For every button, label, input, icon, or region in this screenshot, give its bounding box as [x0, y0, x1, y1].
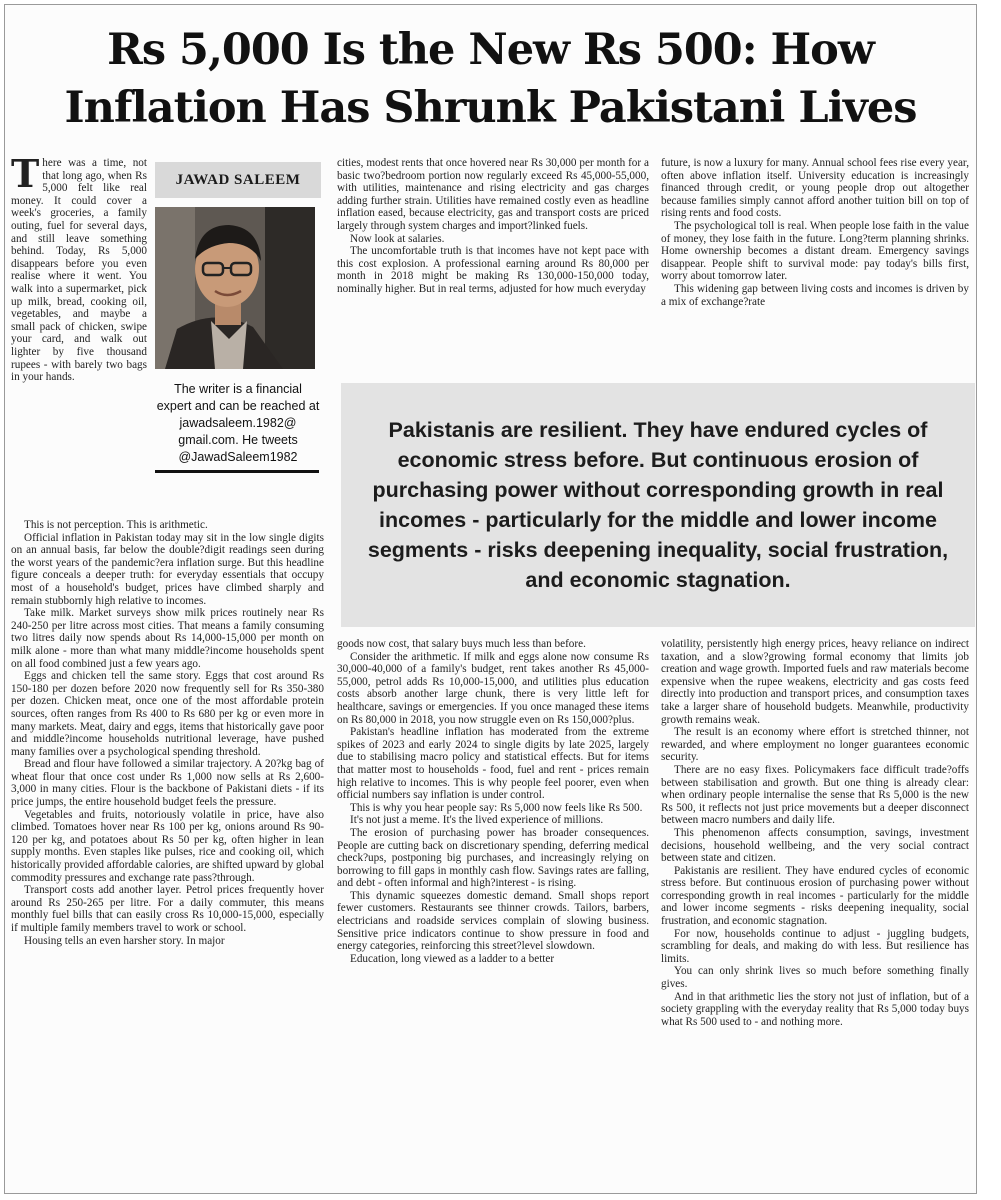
paragraph: It's not just a meme. It's the lived experience of millions. — [350, 814, 604, 827]
pull-quote-box — [341, 383, 975, 627]
paragraph: Take milk. Market surveys show milk prices routinely near Rs 240-250 per litre across most cities. That means a family consuming two litres daily now spends about Rs 14,000-15,000 per month on milk alone - more than what many middle?income households spent on all food combined just a few years ago. — [11, 607, 324, 670]
column-1 — [11, 519, 324, 947]
paragraph: Official inflation in Pakistan today may sit in the low single digits on an annual basis, far below the double?digit readings seen during the worst years of the pandemic?era inflation surge. But this headline figure conceals a deeper truth: for everyday essentials that occupy most of a household's budget, prices have climbed sharply and remain stubbornly high relative to incomes. — [11, 531, 324, 607]
paragraph: This widening gap between living costs and incomes is driven by a mix of exchange?rate — [661, 282, 969, 308]
headline — [5, 21, 976, 137]
paragraph: The erosion of purchasing power has broader consequences. People are cutting back on discretionary spending, deferring medical check?ups, postponing big purchases, and increasingly relying on borrowing to fill gaps in monthly cash flow. Savings rates are falling, and debt - often informal and high?interest - is rising. — [337, 826, 649, 890]
paragraph: Now look at salaries. — [350, 232, 445, 245]
paragraph: Bread and flour have followed a similar trajectory. A 20?kg bag of wheat flour that once cost under Rs 1,000 now sells at Rs 2,600-3,000 in many cities. Flour is the backbone of Pakistani diets - if its price jumps, the entire household budget feels the pressure. — [11, 758, 324, 809]
author-divider — [155, 470, 319, 473]
paragraph: Pakistan's headline inflation has moderated from the extreme spikes of 2023 and early 2024 to single digits by late 2025, largely due to stabilising macro policy and statistical effects. But for items that matter most to households - food, fuel and rent - prices remain high relative to incomes. This is why people feel poorer, even when official numbers say inflation is under control. — [337, 726, 649, 802]
paragraph: Education, long viewed as a ladder to a better — [350, 952, 555, 965]
author-box — [155, 162, 321, 473]
lead-paragraph — [11, 151, 147, 384]
paragraph: cities, modest rents that once hovered near Rs 30,000 per month for a basic two?bedroom portion now regularly exceed Rs 45,000-55,000, with utilities, maintenance and rising electricity and gas charges adding further strain. Utilities have remained costly even as headline inflation eased, because electricity, gas and transport costs are priced largely through system charges and import?linked fuels. — [337, 157, 649, 232]
author-caption: The writer is a financial expert and can be reached at jawadsaleem.1982@ gmail.com. He tweets @JawadSaleem1982 — [156, 382, 320, 464]
paragraph: And in that arithmetic lies the story not just of inflation, but of a society grappling with the everyday reality that Rs 5,000 today buys what Rs 500 used to - and nothing more. — [661, 990, 969, 1028]
drop-cap: T — [11, 151, 40, 196]
paragraph: The result is an economy where effort is stretched thinner, not rewarded, and where employment no longer guarantees economic security. — [661, 726, 969, 764]
paragraph: Vegetables and fruits, notoriously volatile in price, have also climbed. Tomatoes hover near Rs 100 per kg, onions around Rs 90-120 per kg, and potatoes about Rs 50 per kg, often higher in lean supply months. Even staples like pulses, rice and cooking oil, which historically provided affordable calories, are shifted upward by global commodity pressures and exchange rate pass?through. — [11, 808, 324, 884]
paragraph: volatility, persistently high energy prices, heavy reliance on indirect taxation, and a slow?growing formal economy that limits job creation and wage growth. Imported fuels and raw materials become expensive when the rupee weakens, electricity and gas costs feed directly into production and transport prices, and consumption taxes take a larger share of household budgets. Meanwhile, productivity growth remains weak. — [661, 638, 969, 726]
paragraph: The uncomfortable truth is that incomes have not kept pace with this cost explosion. A professional earning around Rs 80,000 per month in 2018 might be making Rs 130,000-150,000 today, nominally higher. But in real terms, adjusted for how much everyday — [337, 245, 649, 295]
paragraph: future, is now a luxury for many. Annual school fees rise every year, often above inflation itself. University education is increasingly financed through credit, or young people drop out altogether because families simply cannot afford another tuition bill on top of rising rents and food costs. — [661, 157, 969, 220]
column-2-top — [337, 157, 649, 381]
author-photo — [155, 207, 315, 369]
paragraph: This phenomenon affects consumption, savings, investment decisions, household wellbeing, and the very social contract between state and citizen. — [661, 826, 969, 865]
pull-quote: Pakistanis are resilient. They have endured cycles of economic stress before. But continuous erosion of purchasing power without corresponding growth in real incomes - particularly for the middle and lower income segments - risks deepening inequality, social frustration, and economic stagnation. — [367, 418, 949, 592]
column-2-bottom — [337, 638, 649, 1190]
paragraph: Consider the arithmetic. If milk and eggs alone now consume Rs 30,000-40,000 of a family's budget, rent takes another Rs 45,000-55,000, petrol adds Rs 10,000-15,000, and utilities plus education costs absorb another large chunk, there is very little left for healthcare, savings or emergencies. If you once managed these items on Rs 80,000 in 2018, you now struggle even on Rs 150,000?plus. — [337, 650, 649, 726]
paragraph: Eggs and chicken tell the same story. Eggs that cost around Rs 150-180 per dozen before 2020 now frequently sell for Rs 350-380 per dozen. Chicken meat, once one of the most affordable protein sources, often ranges from Rs 400 to Rs 680 per kg or even more in many markets. Meat, dairy and eggs, items that historically gave poor and middle?income households nutritional leverage, have pushed many families over a psychological spending threshold. — [11, 670, 324, 758]
paragraph: For now, households continue to adjust - juggling budgets, scrambling for deals, and making do with less. But resilience has limits. — [661, 927, 969, 965]
author-portrait-image — [155, 207, 315, 369]
headline-line-1: Rs 5,000 Is the New Rs 500: How — [107, 25, 874, 75]
paragraph: goods now cost, that salary buys much less than before. — [337, 638, 586, 650]
paragraph: There are no easy fixes. Policymakers face difficult trade?offs between stabilisation and growth. But one thing is already clear: when ordinary people internalise the sense that Rs 5,000 is the new Rs 500, it reflects not just price movements but a deeper disconnect between macro numbers and daily life. — [661, 763, 969, 827]
headline-line-2: Inflation Has Shrunk Pakistani Lives — [64, 83, 917, 133]
paragraph: You can only shrink lives so much before something finally gives. — [661, 965, 969, 991]
paragraph: This is not perception. This is arithmetic. — [24, 519, 208, 531]
newspaper-page — [4, 4, 977, 1194]
paragraph: Transport costs add another layer. Petrol prices frequently hover around Rs 250-265 per litre. For a daily commuter, this means monthly fuel bills that can easily cross Rs 10,000-15,000, especially if multiple family members travel to work or school. — [11, 884, 324, 934]
paragraph: The psychological toll is real. When people lose faith in the value of money, they lose faith in the future. Long?term planning shrinks. Home ownership becomes a distant dream. Emergency savings disappear. People shift to survival mode: pay today's bills first, worry about tomorrow later. — [661, 219, 969, 283]
column-3-top — [661, 157, 969, 381]
paragraph: This dynamic squeezes domestic demand. Small shops report fewer customers. Restaurants see thinner crowds. Tailors, barbers, electricians and roadside services complain of slowing business. Sensitive price indicators continue to show pressure in food and energy categories, reinforcing this street?level slowdown. — [337, 889, 649, 953]
lead-text: here was a time, not that long ago, when Rs 5,000 felt like real money. It could cover a week's groceries, a family outing, fuel for several days, and still leave something behind. Today, Rs 5,000 disappears before you even realise where it went. You walk into a supermarket, pick up milk, bread, cooking oil, vegetables, and maybe a small pack of chicken, swipe your card, and walk out lighter by five thousand rupees - with barely two bags in your hands. — [11, 157, 147, 384]
paragraph: Housing tells an even harsher story. In major — [24, 934, 225, 947]
column-3-bottom — [661, 638, 969, 1190]
author-name: JAWAD SALEEM — [155, 162, 321, 198]
paragraph: Pakistanis are resilient. They have endured cycles of economic stress before. But continuous erosion of purchasing power without corresponding growth in real incomes - particularly for the middle and lower income segments - risks deepening inequality, social frustration, and economic stagnation. — [661, 864, 969, 928]
paragraph: This is why you hear people say: Rs 5,000 now feels like Rs 500. — [350, 801, 643, 814]
